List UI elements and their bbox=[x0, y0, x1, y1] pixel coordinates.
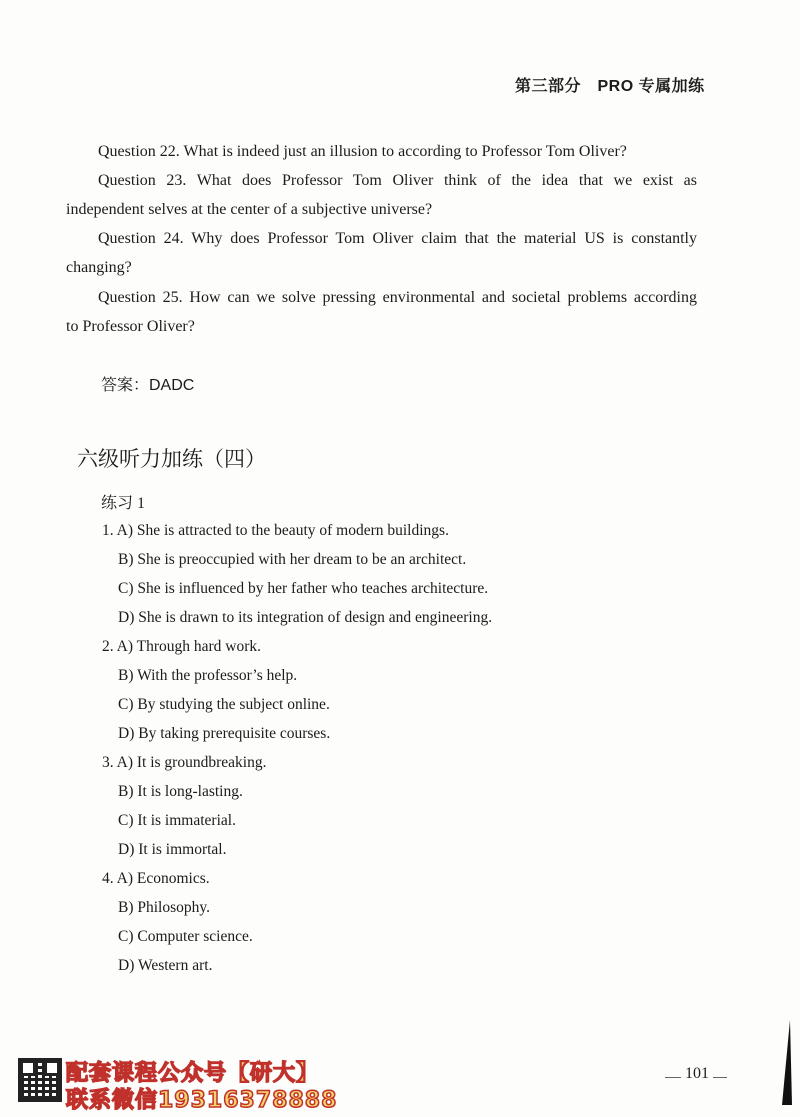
answer-key: 答案：DADC bbox=[101, 377, 195, 394]
item-1-option-d: D) She is drawn to its integration of design and engineering. bbox=[118, 609, 493, 626]
item-2-option-c: C) By studying the subject online. bbox=[118, 696, 330, 713]
item-2-option-d: D) By taking prerequisite courses. bbox=[118, 725, 331, 742]
page-number-dash-left bbox=[665, 1077, 681, 1078]
item-3-option-b: B) It is long-lasting. bbox=[118, 783, 243, 800]
page-number: 101 bbox=[685, 1065, 709, 1082]
item-1-option-a: 1. A) She is attracted to the beauty of modern buildings. bbox=[102, 522, 449, 539]
question-23-line1: Question 23. What does Professor Tom Oliver think of the idea that we exist as bbox=[98, 172, 697, 189]
running-header: 第三部分 PRO 专属加练 bbox=[515, 78, 705, 95]
page-number-dash-right bbox=[713, 1077, 727, 1078]
watermark-line2: 联系微信19316378888 bbox=[66, 1088, 338, 1113]
item-2-option-b: B) With the professor’s help. bbox=[118, 667, 298, 684]
item-1-option-c: C) She is influenced by her father who teaches architecture. bbox=[118, 580, 489, 597]
item-4-option-c: C) Computer science. bbox=[118, 928, 253, 945]
item-3-option-d: D) It is immortal. bbox=[118, 841, 227, 858]
watermark-line1: 配套课程公众号【研大】 bbox=[66, 1061, 320, 1086]
item-1-option-b: B) She is preoccupied with her dream to be an architect. bbox=[118, 551, 467, 568]
question-25-line1: Question 25. How can we solve pressing environmental and societal problems according bbox=[98, 289, 697, 306]
exercise-label: 练习 1 bbox=[101, 495, 146, 512]
qr-code-icon bbox=[18, 1058, 62, 1102]
item-4-option-b: B) Philosophy. bbox=[118, 899, 211, 916]
item-3-option-c: C) It is immaterial. bbox=[118, 812, 236, 829]
question-24-line2: changing? bbox=[66, 259, 132, 276]
question-23-line2: independent selves at the center of a subjective universe? bbox=[66, 201, 433, 218]
question-22: Question 22. What is indeed just an illusion to according to Professor Tom Oliver? bbox=[98, 143, 627, 160]
item-4-option-d: D) Western art. bbox=[118, 957, 213, 974]
item-2-option-a: 2. A) Through hard work. bbox=[102, 638, 261, 655]
question-24-line1: Question 24. Why does Professor Tom Oliver claim that the material US is constantly bbox=[98, 230, 697, 247]
item-3-option-a: 3. A) It is groundbreaking. bbox=[102, 754, 267, 771]
section-title: 六级听力加练（四） bbox=[77, 448, 266, 471]
item-4-option-a: 4. A) Economics. bbox=[102, 870, 210, 887]
question-25-line2: to Professor Oliver? bbox=[66, 318, 195, 335]
page-edge-shadow bbox=[782, 1020, 792, 1105]
